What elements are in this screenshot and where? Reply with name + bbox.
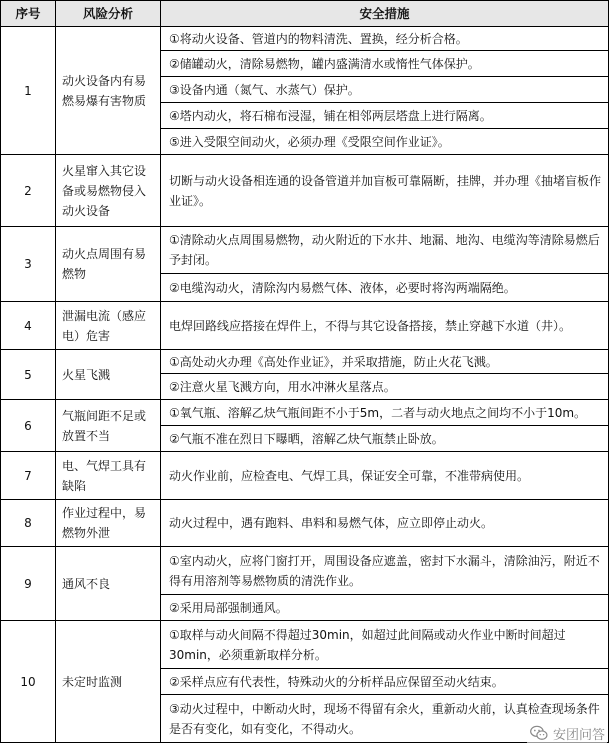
measure-cell: ①取样与动火间隔不得超过30min，如超过此间隔或动火作业中断时间超过30min，必须重新取样分析。 xyxy=(161,621,609,669)
measure-cell: ⑤进入受限空间动火，必须办理《受限空间作业证》。 xyxy=(161,129,609,155)
watermark xyxy=(527,723,607,743)
measure-cell: ④塔内动火，将石棉布浸湿，铺在相邻两层塔盘上进行隔离。 xyxy=(161,103,609,129)
measure-cell: ②采样点应有代表性，特殊动火的分析样品应保留至动火结束。 xyxy=(161,669,609,695)
measure-cell: ③动火过程中，中断动火时，现场不得留有余火，重新动火前，认真检查现场条件是否有变化，如有变化，不得动火。 xyxy=(161,695,609,743)
risk-cell: 火星窜入其它设备或易燃物侵入动火设备 xyxy=(56,155,161,227)
row-number: 2 xyxy=(1,155,56,227)
table-row xyxy=(1,621,609,669)
risk-cell: 未定时监测 xyxy=(56,621,161,743)
table-row xyxy=(1,400,609,426)
measure-cell: ③设备内通（氮气、水蒸气）保护。 xyxy=(161,77,609,103)
measure-cell: ①将动火设备、管道内的物料清洗、置换，经分析合格。 xyxy=(161,27,609,51)
risk-cell: 泄漏电流（感应电）危害 xyxy=(56,302,161,350)
measure-cell: ①氧气瓶、溶解乙炔气瓶间距不小于5m，二者与动火地点之间均不小于10m。 xyxy=(161,400,609,426)
row-number: 8 xyxy=(1,500,56,547)
table-row xyxy=(1,155,609,227)
measure-cell: ②采用局部强制通风。 xyxy=(161,595,609,621)
measure-cell: 电焊回路线应搭接在焊件上，不得与其它设备搭接，禁止穿越下水道（井）。 xyxy=(161,302,609,350)
measure-cell: ①高处动火办理《高处作业证》，并采取措施，防止火花飞溅。 xyxy=(161,350,609,374)
table-row xyxy=(1,227,609,274)
risk-cell: 通风不良 xyxy=(56,547,161,621)
risk-cell: 气瓶间距不足或放置不当 xyxy=(56,400,161,452)
header-no: 序号 xyxy=(1,1,56,27)
measure-cell: ②电缆沟动火，清除沟内易燃气体、液体，必要时将沟两端隔绝。 xyxy=(161,274,609,302)
header-measures: 安全措施 xyxy=(161,1,609,27)
table-row xyxy=(1,302,609,350)
row-number: 7 xyxy=(1,452,56,500)
measure-cell: 动火作业前，应检查电、气焊工具，保证安全可靠，不准带病使用。 xyxy=(161,452,609,500)
risk-cell: 电、气焊工具有缺陷 xyxy=(56,452,161,500)
measure-cell: ②注意火星飞溅方向，用水冲淋火星落点。 xyxy=(161,374,609,400)
table-row xyxy=(1,500,609,547)
row-number: 1 xyxy=(1,27,56,155)
watermark-text: 安团问答 xyxy=(552,727,605,743)
table-row xyxy=(1,350,609,374)
table-header-row xyxy=(1,1,609,27)
header-risk: 风险分析 xyxy=(56,1,161,27)
wechat-icon xyxy=(529,723,549,743)
row-number: 6 xyxy=(1,400,56,452)
measure-cell: ②储罐动火，清除易燃物，罐内盛满清水或惰性气体保护。 xyxy=(161,51,609,77)
risk-cell: 动火设备内有易燃易爆有害物质 xyxy=(56,27,161,155)
row-number: 4 xyxy=(1,302,56,350)
row-number: 3 xyxy=(1,227,56,302)
risk-cell: 动火点周围有易燃物 xyxy=(56,227,161,302)
measure-cell: ①室内动火，应将门窗打开，周围设备应遮盖，密封下水漏斗，清除油污，附近不得有用溶剂等易燃物质的清洗作业。 xyxy=(161,547,609,595)
table-row xyxy=(1,452,609,500)
row-number: 10 xyxy=(1,621,56,743)
measure-cell: ②气瓶不准在烈日下曝晒，溶解乙炔气瓶禁止卧放。 xyxy=(161,426,609,452)
measure-cell: 动火过程中，遇有跑料、串料和易燃气体，应立即停止动火。 xyxy=(161,500,609,547)
risk-cell: 作业过程中，易燃物外泄 xyxy=(56,500,161,547)
row-number: 5 xyxy=(1,350,56,400)
measure-cell: 切断与动火设备相连通的设备管道并加盲板可靠隔断，挂牌，并办理《抽堵盲板作业证》。 xyxy=(161,155,609,227)
table-row xyxy=(1,547,609,595)
measure-cell: ①清除动火点周围易燃物，动火附近的下水井、地漏、地沟、电缆沟等清除易燃后予封闭。 xyxy=(161,227,609,274)
row-number: 9 xyxy=(1,547,56,621)
table-row xyxy=(1,27,609,51)
risk-cell: 火星飞溅 xyxy=(56,350,161,400)
